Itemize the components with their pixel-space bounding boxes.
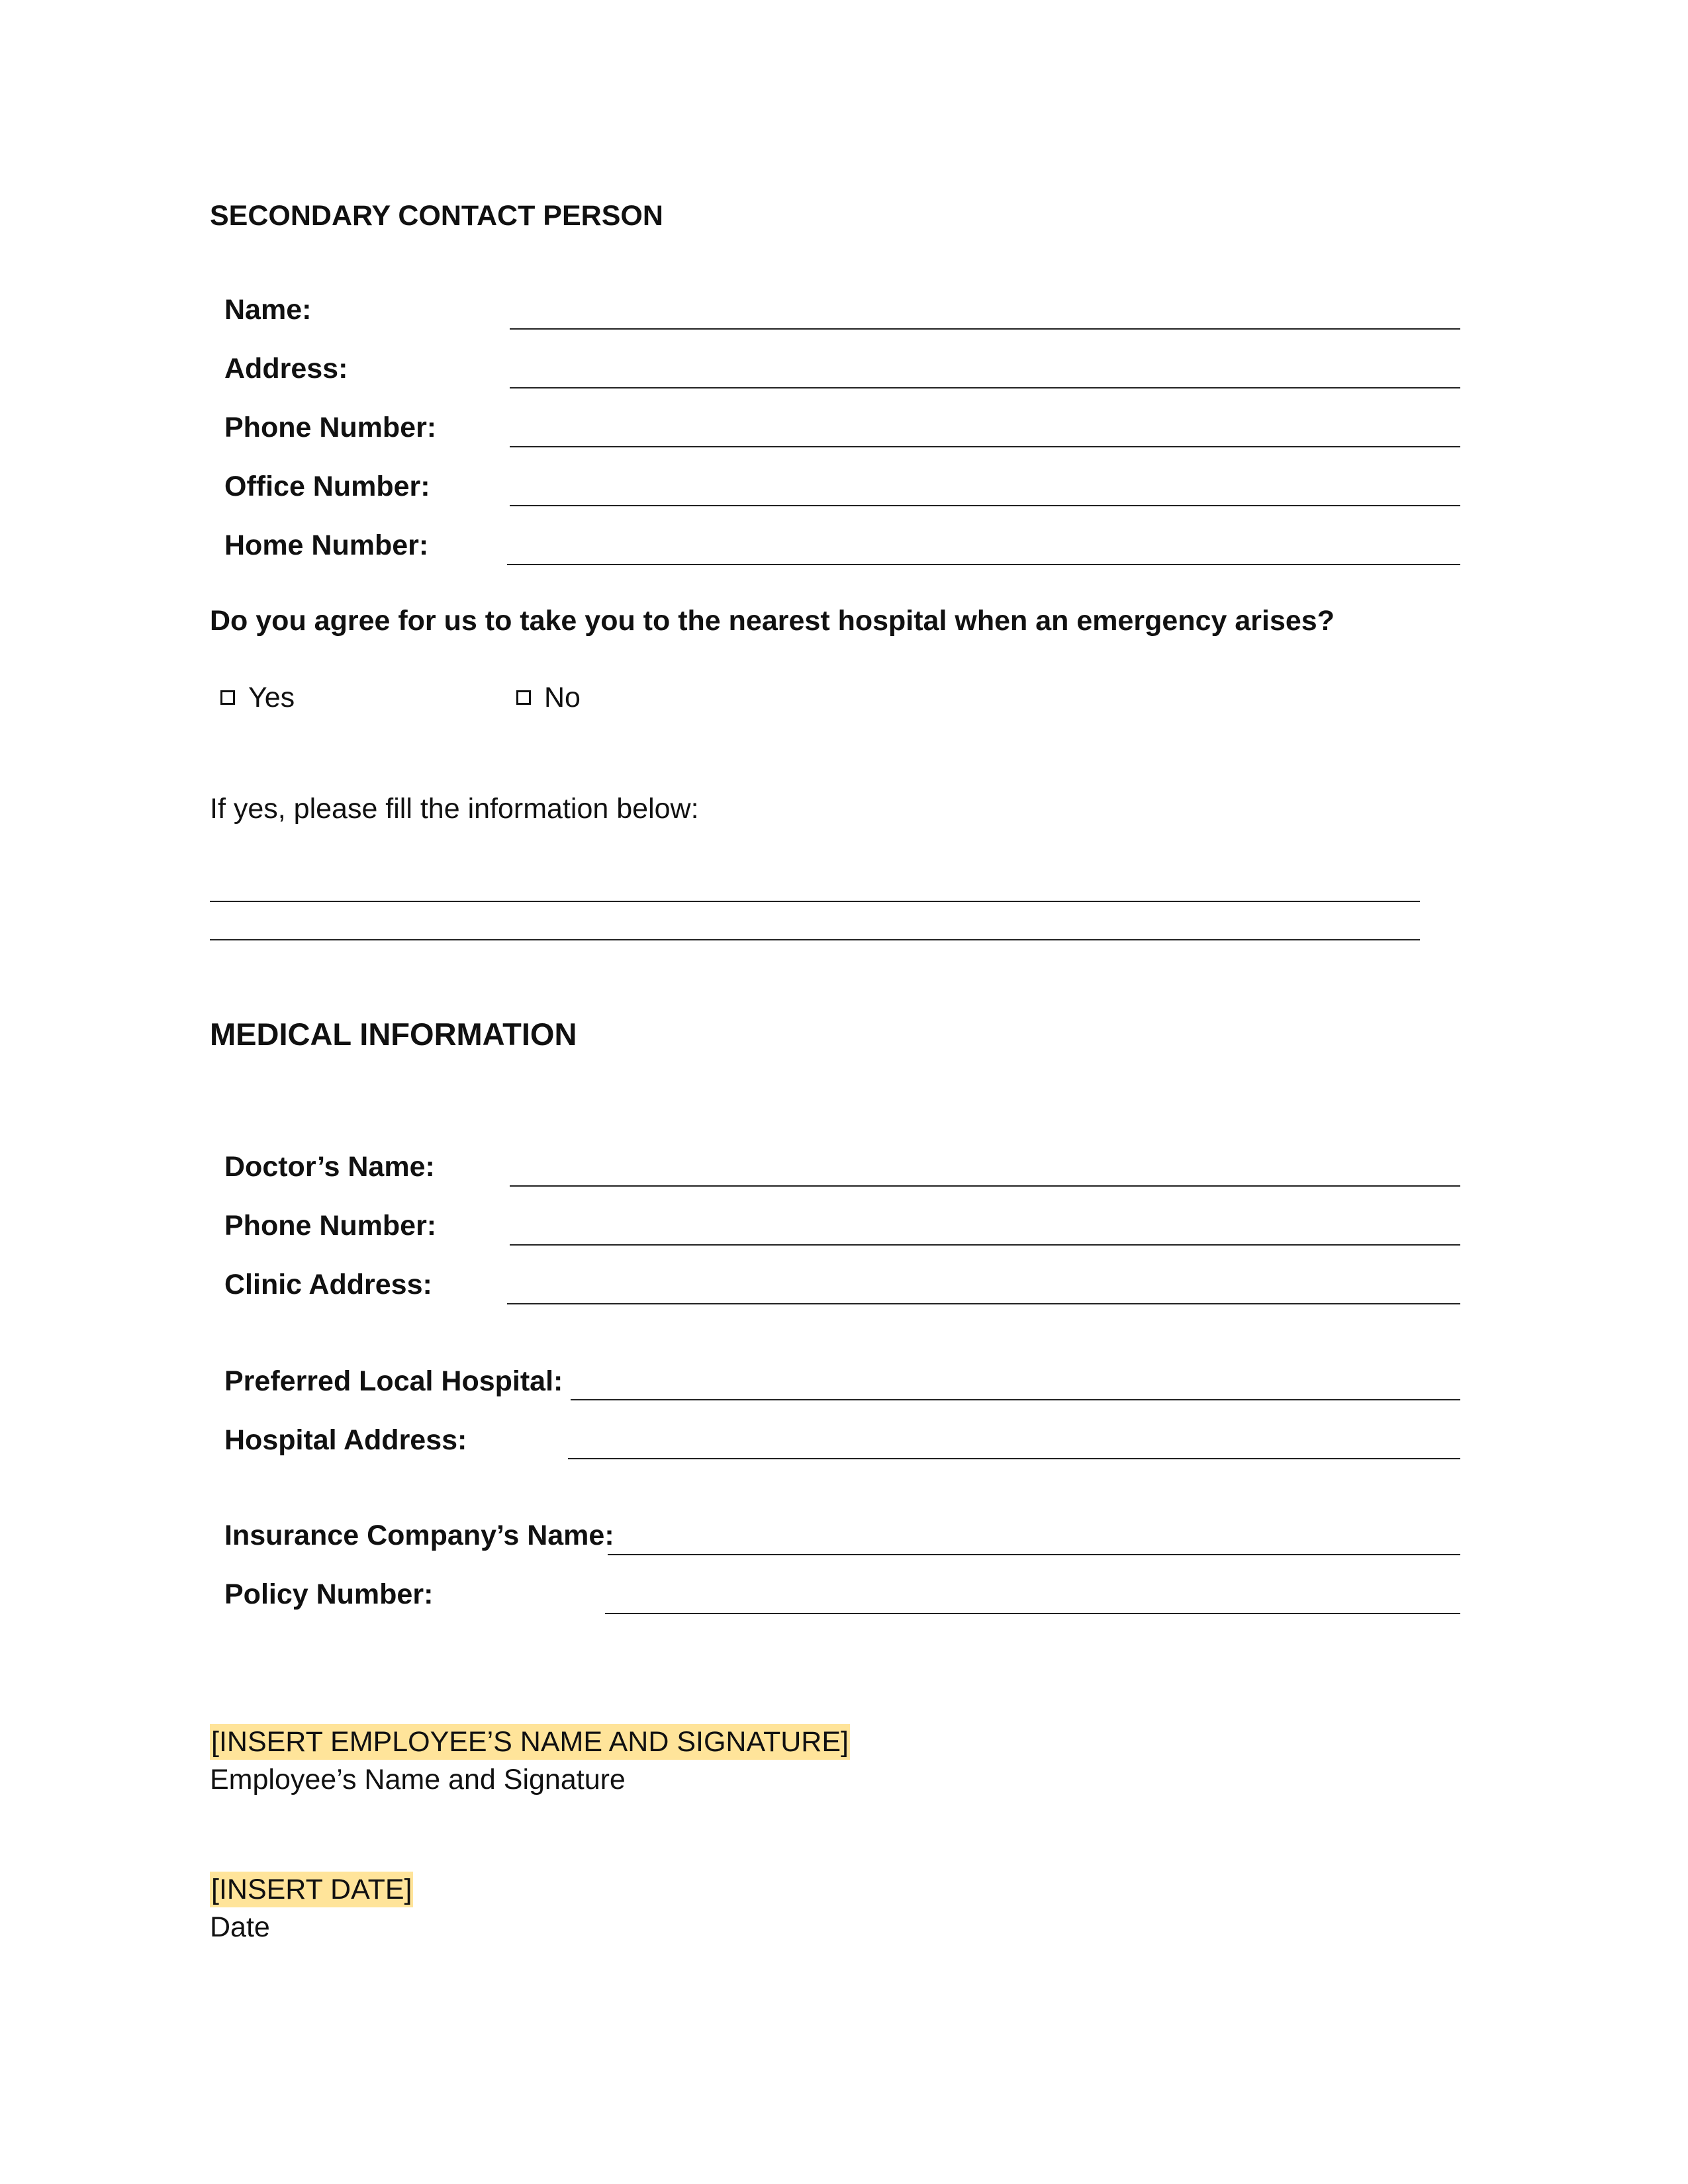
hospital-address-input-line[interactable] — [568, 1458, 1460, 1459]
followup-answer-line-2[interactable] — [210, 939, 1420, 940]
policy-number-label: Policy Number: — [224, 1578, 434, 1610]
hospital-address-label: Hospital Address: — [224, 1424, 467, 1456]
followup-instruction: If yes, please fill the information below: — [210, 793, 699, 825]
doctor-phone-input-line[interactable] — [510, 1244, 1460, 1246]
medical-information-heading: MEDICAL INFORMATION — [210, 1017, 577, 1052]
date-caption: Date — [210, 1911, 270, 1943]
clinic-address-input-line[interactable] — [507, 1303, 1460, 1304]
insurance-company-label: Insurance Company’s Name: — [224, 1520, 614, 1551]
address-label: Address: — [224, 353, 348, 385]
insurance-company-input-line[interactable] — [608, 1554, 1460, 1555]
phone-number-input-line[interactable] — [510, 446, 1460, 447]
home-number-input-line[interactable] — [507, 564, 1460, 565]
office-number-input-line[interactable] — [510, 505, 1460, 506]
date-placeholder[interactable]: [INSERT DATE] — [210, 1872, 413, 1907]
yes-checkbox[interactable] — [220, 690, 235, 705]
doctor-phone-label: Phone Number: — [224, 1210, 437, 1242]
employee-signature-placeholder[interactable]: [INSERT EMPLOYEE’S NAME AND SIGNATURE] — [210, 1724, 850, 1760]
doctor-name-input-line[interactable] — [510, 1185, 1460, 1187]
followup-answer-line-1[interactable] — [210, 901, 1420, 902]
no-option-label: No — [544, 682, 581, 713]
yes-option-label: Yes — [248, 682, 295, 713]
home-number-label: Home Number: — [224, 529, 429, 561]
name-label: Name: — [224, 294, 312, 326]
preferred-hospital-label: Preferred Local Hospital: — [224, 1365, 563, 1397]
no-checkbox[interactable] — [516, 690, 531, 705]
secondary-contact-heading: SECONDARY CONTACT PERSON — [210, 200, 663, 232]
doctor-name-label: Doctor’s Name: — [224, 1151, 435, 1183]
address-input-line[interactable] — [510, 387, 1460, 388]
policy-number-input-line[interactable] — [605, 1613, 1460, 1614]
hospital-consent-question: Do you agree for us to take you to the nearest hospital when an emergency arises? — [210, 605, 1335, 637]
clinic-address-label: Clinic Address: — [224, 1269, 432, 1300]
office-number-label: Office Number: — [224, 471, 430, 502]
employee-signature-caption: Employee’s Name and Signature — [210, 1764, 626, 1796]
preferred-hospital-input-line[interactable] — [571, 1399, 1460, 1400]
name-input-line[interactable] — [510, 328, 1460, 330]
phone-number-label: Phone Number: — [224, 412, 437, 443]
